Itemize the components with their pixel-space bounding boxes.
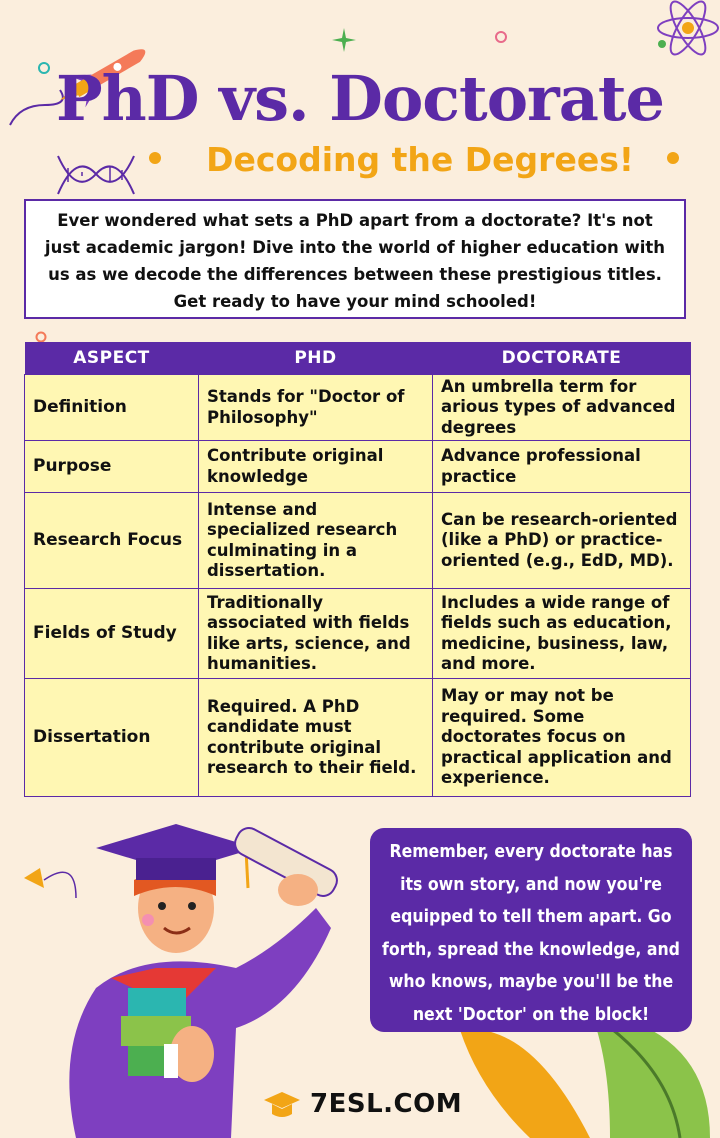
dna-icon (56, 146, 136, 206)
page-subtitle: Decoding the Degrees! (206, 140, 634, 179)
phd-cell: Stands for "Doctor of Philosophy" (199, 375, 433, 441)
doctorate-cell: Includes a wide range of fields such as education, medicine, business, law, and more. (433, 589, 691, 679)
aspect-cell: Definition (25, 375, 199, 441)
sparkle-icon (332, 28, 356, 52)
doctorate-cell: Can be research-oriented (like a PhD) or practice-oriented (e.g., EdD, MD). (433, 493, 691, 589)
graduation-cap-icon (262, 1088, 302, 1120)
table-row (25, 375, 691, 441)
doctorate-cell: Advance professional practice (433, 441, 691, 493)
aspect-cell: Research Focus (25, 493, 199, 589)
header-aspect: ASPECT (25, 342, 199, 375)
table-row (25, 493, 691, 589)
phd-cell: Required. A PhD candidate must contribute original research to their field. (199, 679, 433, 797)
table-row (25, 589, 691, 679)
aspect-cell: Purpose (25, 441, 199, 493)
phd-cell: Traditionally associated with fields like arts, science, and humanities. (199, 589, 433, 679)
intro-text: Ever wondered what sets a PhD apart from a doctorate? It's not just academic jargon! Dive into the world of higher education with us as we decode the differences between these prestigious titles. Get ready to have your mind schooled! (24, 199, 686, 319)
atom-icon (650, 0, 720, 60)
doctorate-cell: May or may not be required. Some doctorates focus on practical application and experience. (433, 679, 691, 797)
table-row (25, 441, 691, 493)
logo-text: 7ESL.COM (310, 1089, 463, 1119)
comparison-table (24, 342, 691, 797)
doctorate-cell: An umbrella term for arious types of advanced degrees (433, 375, 691, 441)
remember-box: Remember, every doctorate has its own story, and now you're equipped to tell them apart. Go forth, spread the knowledge, and who knows, maybe you'll be the next 'Doctor' on the block! (370, 828, 692, 1032)
circle-dot-icon (494, 30, 508, 44)
table-header-row (25, 342, 691, 375)
aspect-cell: Dissertation (25, 679, 199, 797)
brand-logo (262, 1084, 462, 1124)
phd-cell: Contribute original knowledge (199, 441, 433, 493)
phd-cell: Intense and specialized research culminating in a dissertation. (199, 493, 433, 589)
aspect-cell: Fields of Study (25, 589, 199, 679)
header-doctorate: DOCTORATE (433, 342, 691, 375)
header-phd: PHD (199, 342, 433, 375)
page-title: PhD vs. Doctorate (56, 62, 664, 135)
table-row (25, 679, 691, 797)
